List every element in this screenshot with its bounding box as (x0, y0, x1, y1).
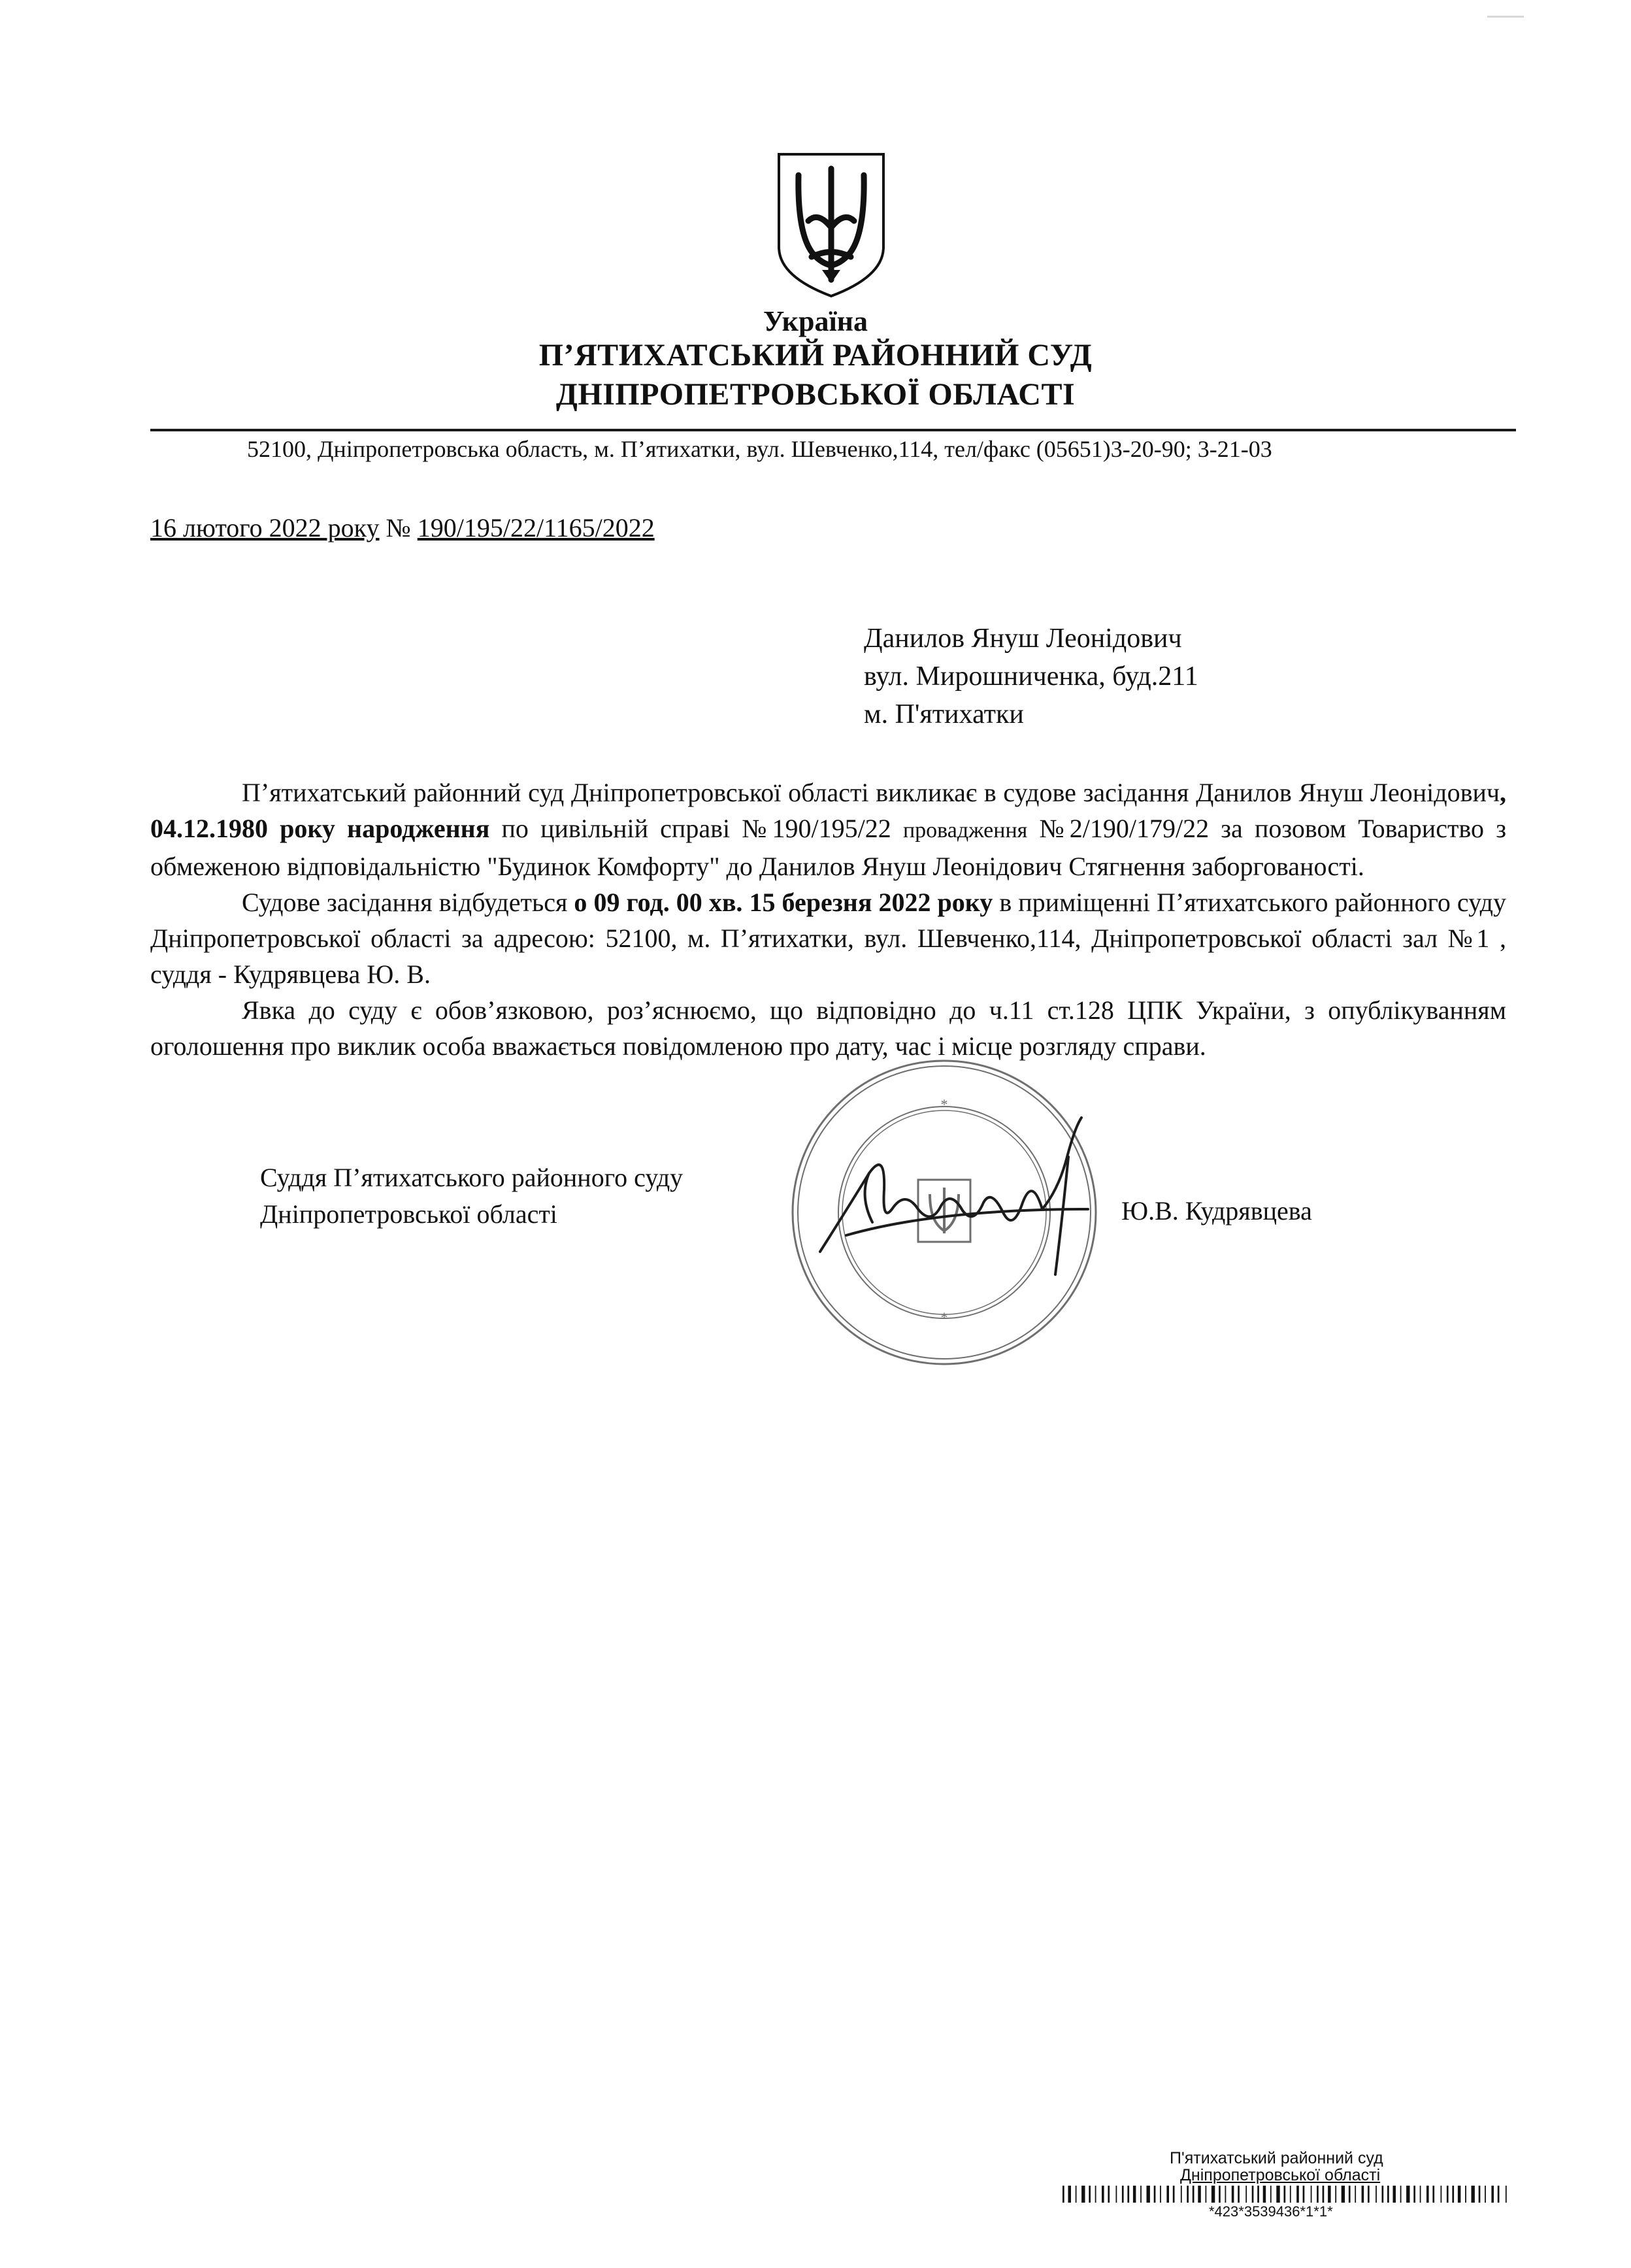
barcode-bar (1479, 2186, 1481, 2203)
hearing-intro: Судове засідання відбудеться (242, 888, 574, 917)
judge-position (260, 1159, 683, 1233)
barcode-bar (1335, 2186, 1336, 2203)
barcode-bar (1452, 2186, 1454, 2203)
barcode-bar (1147, 2186, 1150, 2203)
barcode-bar (1089, 2186, 1091, 2203)
letter-date: 16 лютого 2022 року (150, 513, 380, 542)
barcode-bar (1355, 2186, 1356, 2203)
barcode-bar (1276, 2186, 1279, 2203)
svg-text:*: * (940, 1309, 948, 1326)
barcode-bar (1140, 2186, 1142, 2203)
footer-court-name: П'ятихатський районний суд (1170, 2149, 1383, 2167)
body-paragraph-attendance: Явка до суду є обов’язковою, роз’яснюємо, що відповідно до ч.11 ст.128 ЦПК України, з опублікуванням оголошення про виклик особа вважається повідомленою про дату, час і місце розгляду справи. (150, 995, 1506, 1061)
header-country: Україна (763, 305, 868, 337)
barcode-bar (1368, 2186, 1370, 2203)
addressee-street: вул. Мирошниченка, буд.211 (864, 661, 1198, 692)
barcode-bar (1311, 2186, 1312, 2203)
barcode-bar (1317, 2186, 1319, 2203)
barcode-bar (1206, 2186, 1207, 2203)
barcode-bar (1116, 2186, 1117, 2203)
barcode-bar (1270, 2186, 1272, 2203)
barcode-bar (1127, 2186, 1129, 2203)
hearing-location: в приміщенні П’ятихатського районного суду Дніпропетровської області за адресою: 52100, м. П’ятихатки, вул. Шевченко,114, Дніпропетровської області зал №1 , суддя - Кудрявцева Ю. В. (150, 888, 1506, 989)
handwritten-signature-icon (807, 1111, 1114, 1281)
barcode-bar (1076, 2186, 1077, 2203)
summons-text: П’ятихатський районний суд Дніпропетровської області викликає в судове засідання Данилов Януш Леонідович (242, 778, 1500, 807)
barcode-bar (1133, 2186, 1136, 2203)
addressee-name: Данилов Януш Леонідович (864, 624, 1182, 654)
case-number-text: по цивільній справі №190/195/22 (489, 814, 903, 843)
body-paragraph-hearing (150, 884, 1506, 992)
barcode-bar (1441, 2186, 1442, 2203)
barcode-bar (1225, 2186, 1227, 2203)
barcode-bar (1506, 2186, 1507, 2203)
barcode-bar (1102, 2186, 1104, 2203)
barcode-bar (1211, 2186, 1215, 2203)
proceeding-word: провадження (902, 818, 1028, 842)
barcode-bar (1252, 2186, 1254, 2203)
barcode-bar (1485, 2186, 1486, 2203)
barcode-bar (1303, 2186, 1305, 2203)
barcode-bar (1193, 2186, 1194, 2203)
barcode-bar (1342, 2186, 1345, 2203)
header-divider (150, 429, 1516, 431)
barcode-bar (1491, 2186, 1494, 2203)
barcode-bar (1290, 2186, 1291, 2203)
barcode-bar (1198, 2186, 1201, 2203)
barcode-bar (1122, 2186, 1124, 2203)
barcode-bar (1387, 2186, 1389, 2203)
birth-date-text: , 04.12.1980 року народження (150, 778, 1506, 843)
barcode-bar (1400, 2186, 1402, 2203)
barcode-bar (1498, 2186, 1500, 2203)
footer-court-region: Дніпропетровської області (1180, 2166, 1381, 2184)
barcode-icon (1063, 2186, 1508, 2203)
barcode-bar (1284, 2186, 1286, 2203)
barcode-bar (1349, 2186, 1351, 2203)
barcode-bar (1458, 2186, 1461, 2203)
barcode-bar (1447, 2186, 1449, 2203)
barcode-bar (1296, 2186, 1299, 2203)
barcode-bar (1382, 2186, 1384, 2203)
header-court-region: ДНІПРОПЕТРОВСЬКОЇ ОБЛАСТІ (555, 377, 1076, 412)
number-sign: № (386, 513, 411, 542)
barcode-bar (1063, 2186, 1064, 2203)
svg-text:*: * (940, 1096, 948, 1112)
barcode-bar (1413, 2186, 1415, 2203)
barcode-bar (1187, 2186, 1189, 2203)
barcode-bar (1081, 2186, 1085, 2203)
barcode-bar (1263, 2186, 1266, 2203)
barcode-bar (1108, 2186, 1110, 2203)
barcode-bar (1465, 2186, 1466, 2203)
barcode-bar (1432, 2186, 1434, 2203)
barcode-bar (1160, 2186, 1161, 2203)
barcode-bar (1232, 2186, 1234, 2203)
letter-body (150, 775, 1506, 1064)
ukraine-trident-icon (772, 149, 890, 299)
body-paragraph-summons (150, 775, 1506, 884)
barcode-bar (1406, 2186, 1409, 2203)
barcode-bar (1219, 2186, 1221, 2203)
barcode-number: *423*3539436*1*1* (1209, 2203, 1333, 2220)
barcode-bar (1328, 2186, 1331, 2203)
barcode-bar (1181, 2186, 1182, 2203)
header-address: 52100, Дніпропетровська область, м. П’ятихатки, вул. Шевченко,114, тел/факс (05651)3-20-90; 3-21-03 (247, 436, 1272, 462)
barcode-bar (1173, 2186, 1175, 2203)
barcode-bar (1420, 2186, 1421, 2203)
barcode-bar (1166, 2186, 1169, 2203)
judge-position-line1: Суддя П’ятихатського районного суду (260, 1163, 684, 1192)
claim-text: №2/190/179/22 за позовом Товариство з обмеженою відповідальністю "Будинок Комфорту" до Данилов Януш Леонідович Стягнення заборгованості. (150, 814, 1506, 881)
barcode-bar (1393, 2186, 1396, 2203)
barcode-bar (1154, 2186, 1156, 2203)
judge-position-line2: Дніпропетровської області (260, 1199, 557, 1229)
addressee-block (864, 620, 1198, 733)
addressee-city: м. П'ятихатки (864, 699, 1024, 729)
judge-name: Ю.В. Кудрявцева (1121, 1196, 1312, 1226)
barcode-bar (1376, 2186, 1377, 2203)
scan-corner-mark (1487, 16, 1524, 18)
barcode-bar (1472, 2186, 1475, 2203)
barcode-bar (1257, 2186, 1259, 2203)
barcode-bar (1362, 2186, 1364, 2203)
barcode-bar (1238, 2186, 1240, 2203)
barcode-bar (1245, 2186, 1247, 2203)
header-court-name: П’ЯТИХАТСЬКИЙ РАЙОННИЙ СУД (538, 338, 1093, 373)
barcode-bar (1068, 2186, 1072, 2203)
barcode-bar (1426, 2186, 1429, 2203)
hearing-datetime: о 09 год. 00 хв. 15 березня 2022 року (574, 888, 993, 917)
letter-number: 190/195/22/1165/2022 (417, 513, 655, 542)
barcode-bar (1323, 2186, 1325, 2203)
barcode-bar (1095, 2186, 1096, 2203)
reference-line (150, 512, 655, 543)
